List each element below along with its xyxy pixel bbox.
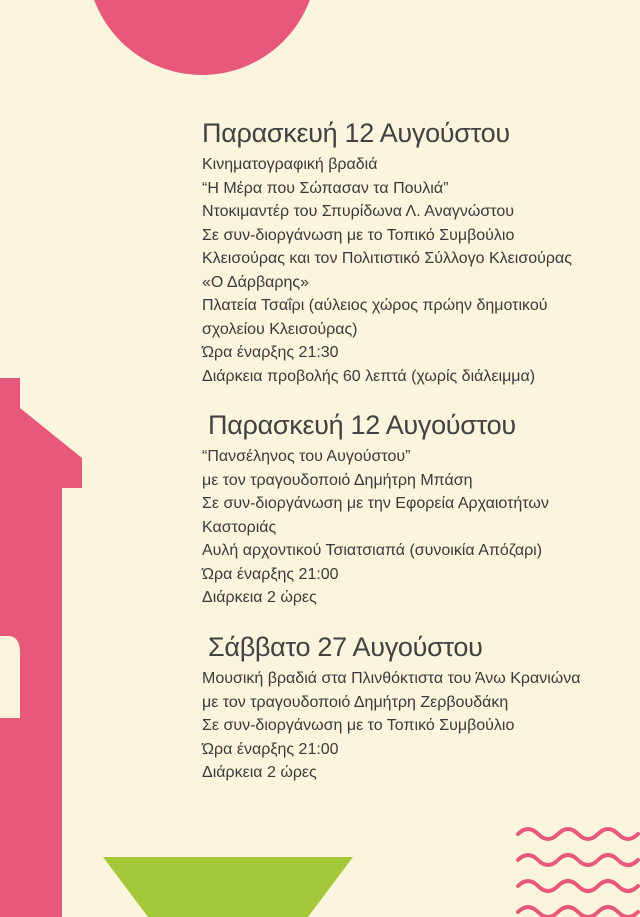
event-block <box>202 409 628 610</box>
event-line: «Ο Δάρβαρης» <box>202 273 310 291</box>
event-block <box>202 117 622 388</box>
event-line: Διάρκεια 2 ώρες <box>202 764 317 781</box>
event-title: Παρασκευή 12 Αυγούστου <box>208 410 516 440</box>
event-line: Μουσική βραδιά στα Πλινθόκτιστα του Άνω Κρανιώνα <box>202 670 581 687</box>
pink-house-decoration <box>0 378 112 917</box>
pink-circle-decoration <box>87 0 317 75</box>
event-line: “Η Μέρα που Σώπασαν τα Πουλιά” <box>202 179 449 197</box>
event-title: Σάββατο 27 Αυγούστου <box>208 632 483 662</box>
event-line: “Πανσέληνος του Αυγούστου” <box>202 448 411 465</box>
event-line: με τον τραγουδοποιό Δημήτρη Μπάση <box>202 471 473 489</box>
event-line: Ώρα έναρξης 21:30 <box>202 344 339 361</box>
event-line: Ντοκιμαντέρ του Σπυρίδωνα Λ. Αναγνώστου <box>202 203 514 220</box>
event-title: Παρασκευή 12 Αυγούστου <box>202 118 510 148</box>
event-line: Σε συν-διοργάνωση με την Εφορεία Αρχαιοτήτων <box>202 495 549 512</box>
event-block <box>202 631 628 785</box>
event-line: Ώρα έναρξης 21:00 <box>202 740 339 758</box>
event-line: Αυλή αρχοντικού Τσιατσιαπά (συνοικία Απόζαρι) <box>202 542 543 559</box>
event-line: Ώρα έναρξης 21:00 <box>202 565 339 583</box>
event-line: Καστοριάς <box>202 518 277 536</box>
event-line: Διάρκεια 2 ώρες <box>202 589 317 606</box>
green-bowl-decoration <box>103 857 353 917</box>
event-line: Σε συν-διοργάνωση με το Τοπικό Συμβούλιο <box>202 717 515 734</box>
event-line: σχολείου Κλεισούρας) <box>202 320 358 338</box>
event-line: Πλατεία Τσαΐρι (αύλειος χώρος πρώην δημοτικού <box>202 297 548 314</box>
event-line: Διάρκεια προβολής 60 λεπτά (χωρίς διάλειμμα) <box>202 367 536 385</box>
event-line: Κλεισούρας και τον Πολιτιστικό Σύλλογο Κλεισούρας <box>202 250 572 267</box>
pink-waves-decoration <box>516 822 640 917</box>
event-line: Σε συν-διοργάνωση με το Τοπικό Συμβούλιο <box>202 226 515 244</box>
event-line: Κινηματογραφική βραδιά <box>202 156 378 173</box>
event-line: με τον τραγουδοποιό Δημήτρη Ζερβουδάκη <box>202 693 509 711</box>
house-window-icon <box>0 636 20 718</box>
